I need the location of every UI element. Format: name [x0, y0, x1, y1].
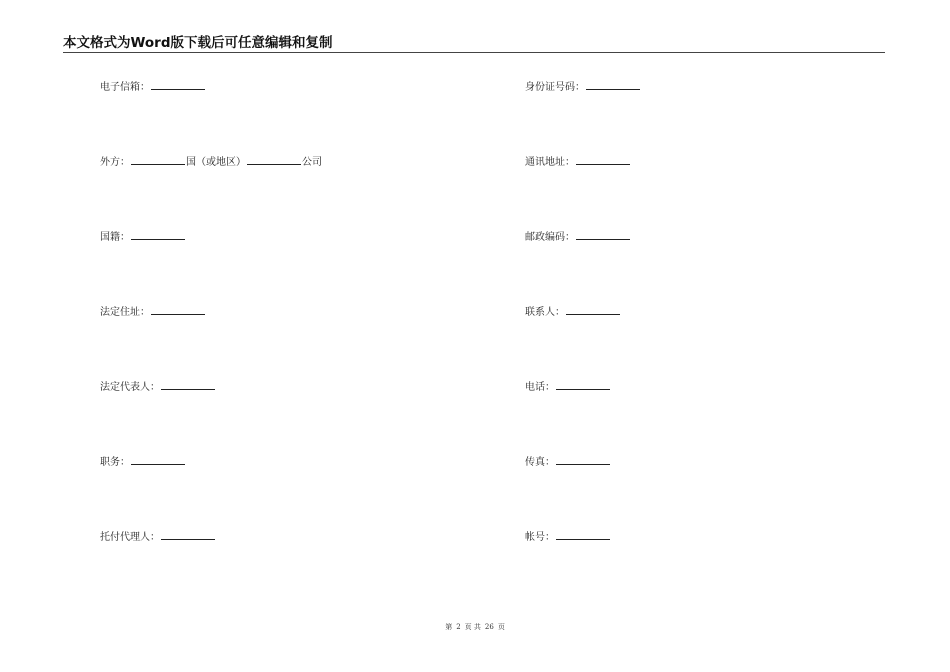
account-blank[interactable] — [556, 529, 610, 540]
account-field — [525, 529, 611, 545]
fax-blank[interactable] — [556, 454, 610, 465]
footer-page-number: 2 — [456, 623, 461, 631]
fax-field — [525, 454, 611, 470]
nationality-field — [100, 229, 186, 245]
page-footer — [0, 622, 950, 632]
footer-mid: 页 共 — [464, 623, 481, 631]
legal-rep-blank[interactable] — [161, 379, 215, 390]
legal-address-label: 法定住址： — [100, 307, 150, 318]
foreign-party-label: 外方： — [100, 157, 130, 168]
agent-label: 托付代理人： — [100, 532, 160, 543]
legal-rep-field — [100, 379, 216, 395]
header-title: 本文格式为Word版下载后可任意编辑和复制 — [63, 35, 333, 51]
foreign-party-field — [100, 154, 322, 170]
agent-field — [100, 529, 216, 545]
phone-field — [525, 379, 611, 395]
postal-code-label: 邮政编码： — [525, 232, 575, 243]
page-header — [63, 35, 885, 53]
postal-code-field — [525, 229, 631, 245]
country-label: 国（或地区） — [186, 157, 246, 168]
account-label: 帐号： — [525, 532, 555, 543]
address-field — [525, 154, 631, 170]
position-field — [100, 454, 186, 470]
phone-blank[interactable] — [556, 379, 610, 390]
position-blank[interactable] — [131, 454, 185, 465]
address-blank[interactable] — [576, 154, 630, 165]
postal-code-blank[interactable] — [576, 229, 630, 240]
fax-label: 传真： — [525, 457, 555, 468]
legal-address-blank[interactable] — [151, 304, 205, 315]
nationality-label: 国籍： — [100, 232, 130, 243]
legal-rep-label: 法定代表人： — [100, 382, 160, 393]
footer-suffix: 页 — [497, 623, 505, 631]
address-label: 通讯地址： — [525, 157, 575, 168]
footer-total-pages: 26 — [484, 623, 494, 631]
id-number-field — [525, 79, 641, 95]
agent-blank[interactable] — [161, 529, 215, 540]
contact-blank[interactable] — [566, 304, 620, 315]
email-field — [100, 79, 206, 95]
legal-address-field — [100, 304, 206, 320]
country-blank[interactable] — [131, 154, 185, 165]
contact-label: 联系人： — [525, 307, 565, 318]
company-label: 公司 — [302, 157, 322, 168]
position-label: 职务： — [100, 457, 130, 468]
phone-label: 电话： — [525, 382, 555, 393]
email-label: 电子信箱： — [100, 82, 150, 93]
id-number-blank[interactable] — [586, 79, 640, 90]
email-blank[interactable] — [151, 79, 205, 90]
nationality-blank[interactable] — [131, 229, 185, 240]
company-blank[interactable] — [247, 154, 301, 165]
footer-prefix: 第 — [445, 623, 453, 631]
contact-field — [525, 304, 621, 320]
id-number-label: 身份证号码： — [525, 82, 585, 93]
